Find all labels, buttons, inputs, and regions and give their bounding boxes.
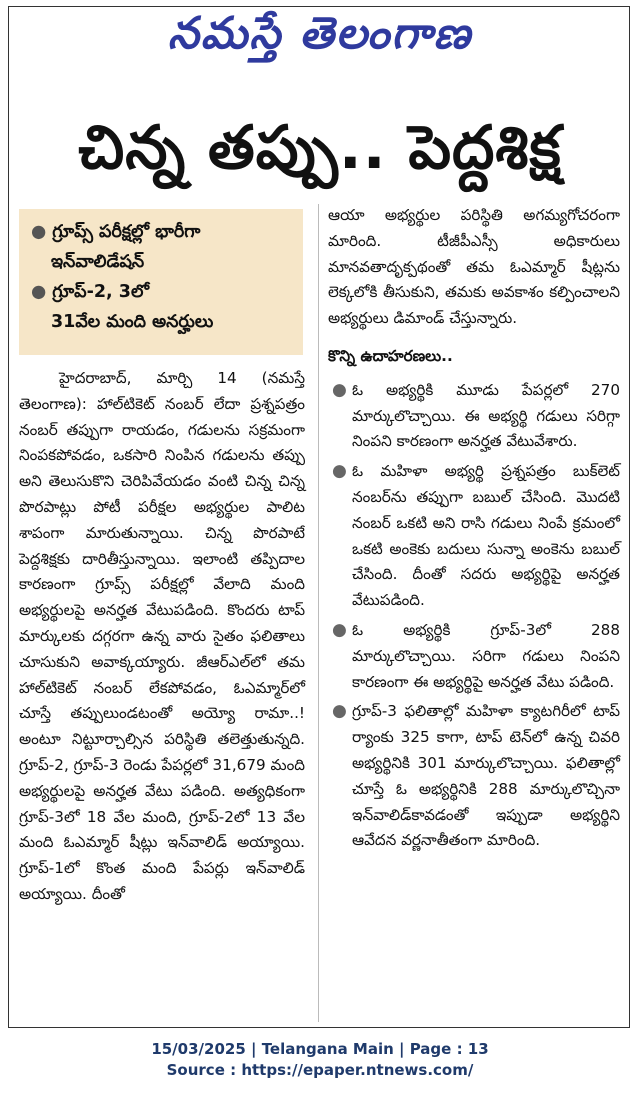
bullet-icon: ● [332,701,347,722]
examples-heading: కొన్ని ఉదాహరణలు.. [328,346,453,365]
highlight-item: ● గ్రూప్స్ పరీక్షల్లో భారీగా ఇన్‌వాలిడేషన్ [31,222,201,272]
example-item: ● గ్రూప్-3 ఫలితాల్లో మహిళా క్యాటగిరీలో టాప్ ర్యాంకు 325 కాగా, టాప్ టెన్‌లో ఉన్న చివరి అభ్యర్థినికి 301 మార్కులొచ్చాయి. ఫలితాల్లో చూస్తే ఓ అభ్యర్థినికి 288 మార్కులొచ్చినా ఇన్‌వాలిడ్‌కావడంతో ఇప్పుడా అభ్యర్థిని ఆవేదన వర్ణనాతీతంగా మారింది. [332,701,620,850]
bullet-icon: ● [332,619,347,640]
article-body-left [19,366,305,908]
article-headline: చిన్న తప్పు.. పెద్దశిక్ష [78,113,562,183]
newspaper-masthead: నమస్తే తెలంగాణ [167,8,473,59]
footer-source: Source : https://epaper.ntnews.com/ [166,1061,474,1079]
examples-list [328,378,620,854]
bullet-icon: ● [31,222,47,242]
highlights-box [19,209,303,355]
footer-date-edition: 15/03/2025 | Telangana Main | Page : 13 [151,1040,489,1058]
bullet-icon: ● [332,379,347,400]
highlight-item: ● గ్రూప్-2, 3లో 31వేల మంది అనర్హులు [31,282,214,332]
article-body-right [328,203,620,858]
body-paragraph: హైదరాబాద్, మార్చి 14 (నమస్తే తెలంగాణ): హాల్‌టికెట్ నంబర్ లేదా ప్రశ్నపత్రం నంబర్ తప్పుగా రాయడం, గడులను సక్రమంగా నింపకపోవడం, ఒకసారి నింపిన గడులను తప్పు అని తెలుసుకొని చెరిపివేయడం వంటి చిన్న చిన్న పొరపాట్లు పోటీ పరీక్షల అభ్యర్థుల పాలిట శాపంగా మారుతున్నాయి. చిన్న పొరపాటే పెద్దశిక్షకు దారితీస్తున్నాయి. ఇలాంటి తప్పిదాల కారణంగా గ్రూప్స్ పరీక్షల్లో వేలాది మంది అభ్యర్థులపై అనర్హత వేటుపడింది. కొందరు టాప్ మార్కులకు దగ్గరగా ఉన్న వారు సైతం ఫలితాలు చూసుకుని అవాక్కయ్యారు. జీఆర్‌ఎల్‌లో తమ హాల్‌టికెట్ నంబర్ లేకపోవడం, ఓఎమ్మార్‌లో చూస్తే తప్పులుండటంతో అయ్యో రామా..! అంటూ నిట్టూర్చాల్సిన పరిస్థితి తలెత్తుతున్నది. గ్రూప్-2, గ్రూప్-3 రెండు పేపర్లలో 31,679 మంది అభ్యర్థులపై అనర్హత వేటు పడింది. అత్యధికంగా గ్రూప్-3లో 18 వేల మంది, గ్రూప్-2లో 13 వేల మంది ఓఎమ్మార్ షీట్లు ఇన్‌వాలిడ్ అయ్యాయి. గ్రూప్-1లో కొంత మంది పేపర్లు ఇన్‌వాలిడ్ అయ్యాయి. దీంతో [19,369,305,903]
column-divider [318,204,319,1022]
body-paragraph-continued: ఆయా అభ్యర్థుల పరిస్థితి అగమ్యగోచరంగా మారింది. టీజీపీఎస్సీ అధికారులు మానవతాదృక్పథంతో తమ ఓఎమ్మార్ షీట్లను లెక్కలోకి తీసుకుని, తమకు అవకాశం కల్పించాలని అభ్యర్థులు డిమాండ్ చేస్తున్నారు. [328,206,620,328]
example-item: ● ఓ మహిళా అభ్యర్థి ప్రశ్నపత్రం బుక్‌లెట్ నంబర్‌ను తప్పుగా బబుల్ చేసింది. మొదటి నంబర్ ఒకటి అని రాసి గడులు నింపే క్రమంలో ఒకటి అంకెకు బదులు సున్నా అంకెను బబుల్ చేసింది. దీంతో సదరు అభ్యర్థిపై అనర్హత వేటుపడింది. [332,461,620,610]
example-item: ● ఓ అభ్యర్థికి గ్రూప్-3లో 288 మార్కులొచ్చాయి. సరిగా గడులు నింపని కారణంగా ఈ అభ్యర్థిపై అనర్హత వేటు పడింది. [332,619,620,691]
bullet-icon: ● [332,461,347,482]
example-item: ● ఓ అభ్యర్థికి మూడు పేపర్లలో 270 మార్కులొచ్చాయి. ఈ అభ్యర్థి గడులు సరిగ్గా నింపని కారణంగా అనర్హత వేటువేశారు. [332,379,620,451]
bullet-icon: ● [31,282,47,302]
